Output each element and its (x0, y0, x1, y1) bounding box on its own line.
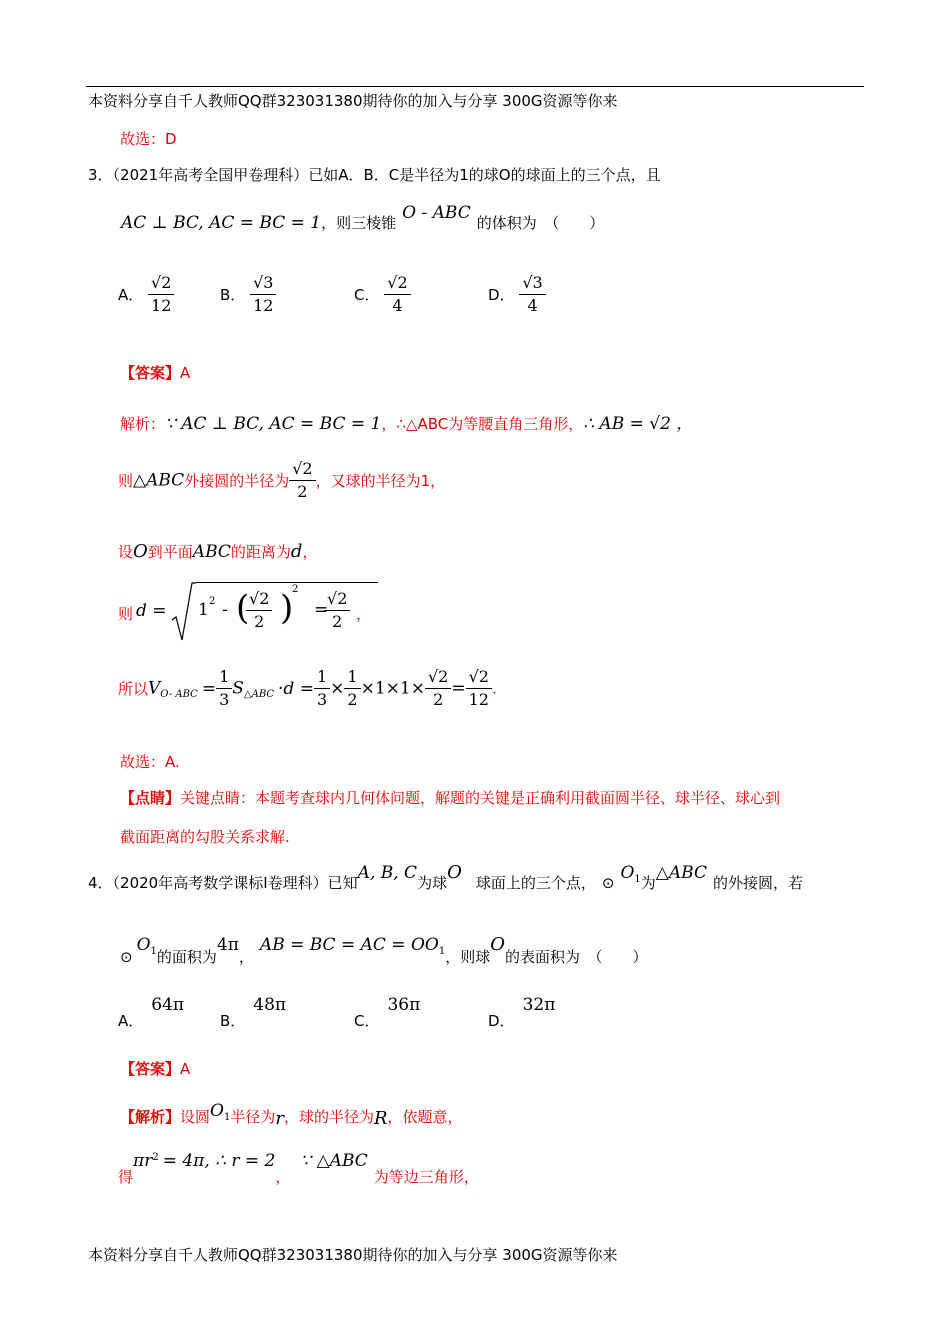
q3-sol5-ssub: △ABC (243, 689, 275, 700)
q3-sol5-frac1: $\frac{1}{3}$ (216, 666, 232, 711)
q3-sol3-a: 设 (118, 543, 134, 561)
q3-sol4-inner-fraction: $\frac{√2}{2}$ (246, 588, 272, 633)
q3-source: （2021年高考全国甲卷理科） (112, 166, 309, 184)
q3-option-label: A． (118, 286, 144, 304)
q4-sol2-math: πr (133, 1151, 153, 1171)
q3-solution-line-5 (118, 666, 497, 711)
q3-sol2-a: 则 (118, 472, 134, 490)
q4-option-value: 48π (253, 995, 287, 1015)
q3-option-fraction: $\frac{√2}{4}$ (384, 272, 410, 317)
page-footer: 本资料分享自千人教师QQ群323031380期待你的加入与分享 300G资源等你来 (88, 1246, 618, 1264)
q4-stem-b: 为球 (417, 874, 448, 892)
q4-option-value: 64π (151, 995, 185, 1015)
q3-sol5-frac2: $\frac{1}{3}$ (314, 666, 330, 711)
q4-answer-value: A (180, 1060, 191, 1078)
q3-comment-tag: 【点睛】 (120, 789, 181, 807)
q4-option-value: 36π (387, 995, 421, 1015)
q4-sol1-o: O (210, 1101, 224, 1121)
q4-sol1-a: 设圆 (180, 1108, 211, 1126)
q3-sol2-b: 外接圆的半径为 (184, 472, 290, 490)
q3-sol3-o: O (133, 541, 148, 562)
q4-solution-line-2 (118, 1150, 479, 1186)
q4-points: A, B, C (357, 863, 418, 883)
q4-l2-odot: ⊙ (120, 948, 133, 966)
q3-option-fraction: $\frac{√3}{12}$ (250, 272, 276, 317)
q3-sol5-a: 所以 (118, 680, 149, 698)
q4-stem-a: 已知 (327, 874, 358, 892)
q3-sol5-eq1: = (201, 678, 217, 699)
q3-answer-value: A (180, 364, 191, 382)
q3-sol1-math: ∵ AC ⊥ BC, AC = BC = 1 (165, 414, 382, 434)
q3-option-label: D． (488, 286, 515, 304)
q4-o: O (447, 862, 462, 883)
q3-sol4-result-fraction: $\frac{√2}{2}$ (324, 588, 350, 633)
q3-sol5-frac4: $\frac{√2}{2}$ (425, 666, 451, 711)
q4-l2-o: O (490, 934, 505, 955)
q3-condition-line (121, 203, 605, 233)
q3-answer-tag: 【答案】 (120, 364, 181, 382)
q3-sol3-abc: ABC (192, 542, 231, 562)
q3-sol3-c: 的距离为 (230, 543, 291, 561)
q3-sol3-end: ， (302, 543, 318, 561)
q3-choose-line: 故选：A. (120, 753, 180, 771)
q3-answer (120, 362, 190, 383)
page-header: 本资料分享自千人教师QQ群323031380期待你的加入与分享 300G资源等你来 (88, 92, 618, 110)
q4-stem-c: 球面上的三个点， (475, 874, 596, 892)
q3-sol5-vsub: O- ABC (160, 689, 198, 700)
q4-option-label: C． (354, 1012, 380, 1030)
q4-stem-line (88, 862, 803, 902)
q3-sol3-d: d (290, 541, 303, 562)
q4-sol2-math2: = 4π, ∴ r = 2 (162, 1151, 276, 1171)
q4-answer (120, 1058, 190, 1079)
q3-sol4-minus: - (222, 600, 228, 620)
q3-solution-line-2 (118, 458, 445, 503)
q4-source: （2020年高考数学课标Ⅰ卷理科） (112, 874, 328, 892)
q4-l2-eq: AB = BC = AC = OO (259, 935, 439, 955)
q3-number: 3． (88, 166, 113, 184)
q4-solution-line-1 (120, 1100, 463, 1134)
q3-sol4-one: 1 (198, 600, 209, 620)
q3-sol-prefix: 解析： (120, 415, 166, 433)
q3-sol3-b: 到平面 (147, 543, 193, 561)
q3-sol5-end: . (491, 679, 497, 698)
q3-option-fraction: $\frac{√2}{12}$ (148, 272, 174, 317)
q4-sol1-d: ，依题意， (387, 1108, 463, 1126)
q3-sol4-lparen: ( (236, 588, 250, 628)
q3-sol4-radical-bar (196, 582, 378, 583)
q4-stem-line-2 (120, 934, 648, 970)
q3-sol5-eq2: = (451, 678, 466, 699)
q4-option-label: A． (118, 1012, 144, 1030)
q3-sol2-fraction: $\frac{√2}{2}$ (289, 458, 315, 503)
q3-sol5-v: V (148, 678, 161, 699)
q4-l2-a: 的面积为 (156, 948, 217, 966)
q4-l2-b: ， (238, 948, 254, 966)
q4-option-c[interactable] (354, 994, 420, 1030)
q3-sol1-end: ∴ AB = √2 ， (583, 414, 694, 434)
q4-sol1-o-sub: 1 (223, 1112, 231, 1123)
header-rule (86, 86, 864, 87)
q4-number: 4． (88, 874, 113, 892)
q3-condition: AC ⊥ BC, AC = BC = 1 (121, 213, 322, 233)
q3-sol1-mid: ，∴△ABC为等腰直角三角形， (381, 415, 584, 433)
q3-sol5-x1: × (330, 678, 345, 699)
q3-mid-text: ，则三棱锥 (321, 214, 397, 232)
q3-sol4-pow: 2 (292, 584, 299, 595)
q4-odot: ⊙ (601, 874, 615, 892)
q3-sol5-dotd: ·d = (278, 678, 314, 699)
q4-stem-e: 的外接圆，若 (712, 874, 803, 892)
q3-sol5-x2: ×1×1× (360, 678, 425, 699)
q3-sol4-sq: 2 (209, 596, 216, 607)
q3-sol2-tri: △ABC (133, 470, 185, 491)
q4-l2-o1: O (136, 935, 151, 955)
q4-option-label: D． (488, 1012, 515, 1030)
q4-l2-o1-sub: 1 (150, 946, 157, 957)
q4-l2-area: 4π (216, 935, 239, 955)
q3-sol4-d: d = (136, 601, 167, 621)
q4-o1-sub: 1 (634, 874, 641, 885)
q3-option-label: C． (354, 286, 380, 304)
q4-sol2-c: ∵ △ABC (300, 1151, 368, 1171)
q4-sol1-c: ，球的半径为 (283, 1108, 374, 1126)
q4-option-value: 32π (522, 995, 556, 1015)
q3-option-d[interactable] (488, 272, 546, 317)
q3-tail: 的体积为 （ ） (476, 214, 605, 232)
q4-l2-c: ，则球 (445, 948, 491, 966)
q4-option-label: B． (220, 1012, 246, 1030)
q4-sol2-sup: 2 (152, 1152, 159, 1163)
q4-sol1-r: r (275, 1108, 284, 1129)
q3-option-b[interactable] (220, 272, 276, 317)
q3-sol4-a: 则 (118, 605, 134, 623)
q3-option-label: B． (220, 286, 246, 304)
q3-sol4-radical (170, 582, 196, 644)
q3-solution-line-1 (120, 409, 693, 434)
q4-sol2-a: 得 (118, 1168, 134, 1186)
q4-sol2-d: 为等边三角形， (373, 1168, 479, 1186)
q3-sol4-end: ， (356, 605, 372, 623)
q4-triangle: △ABC (655, 863, 707, 883)
q4-sol1-R: R (373, 1108, 388, 1129)
q3-tetra: O - ABC (402, 203, 471, 223)
q4-option-a[interactable] (118, 994, 184, 1030)
q3-sol5-frac3: $\frac{1}{2}$ (344, 666, 360, 711)
q4-stem-d: 为 (640, 874, 656, 892)
q3-sol4-rparen: ) (280, 588, 294, 628)
q3-comment-line-2: 截面距离的勾股关系求解. (120, 828, 290, 846)
q4-answer-tag: 【答案】 (120, 1060, 181, 1078)
q4-option-d[interactable] (488, 994, 555, 1030)
q3-comment-text-1: 关键点睛：本题考查球内几何体问题，解题的关键是正确利用截面圆半径、球半径、球心到 (180, 789, 781, 807)
prev-answer-line: 故选：D (120, 130, 177, 148)
q3-stem-line (88, 164, 661, 185)
q3-solution-line-3 (118, 541, 317, 562)
q4-sol1-b: 半径为 (230, 1108, 276, 1126)
q3-sol4-eq: = (314, 600, 329, 620)
q4-o1: O (620, 863, 635, 883)
q4-l2-eq-sub: 1 (438, 946, 446, 957)
q3-sol5-frac5: $\frac{√2}{12}$ (466, 666, 492, 711)
q3-comment-line-1 (120, 787, 780, 808)
q4-option-b[interactable] (220, 994, 286, 1030)
q3-sol2-c: ，又球的半径为1， (315, 472, 446, 490)
q3-sol5-s: S (232, 678, 244, 699)
q3-option-a[interactable] (118, 272, 174, 317)
q3-option-c[interactable] (354, 272, 411, 317)
q4-sol2-b: ， (275, 1168, 291, 1186)
q3-stem: 已如A．B．C是半径为1的球O的球面上的三个点，且 (308, 166, 661, 184)
q4-l2-d: 的表面积为 （ ） (504, 948, 648, 966)
q4-sol-tag: 【解析】 (120, 1108, 181, 1126)
q3-option-fraction: $\frac{√3}{4}$ (519, 272, 545, 317)
